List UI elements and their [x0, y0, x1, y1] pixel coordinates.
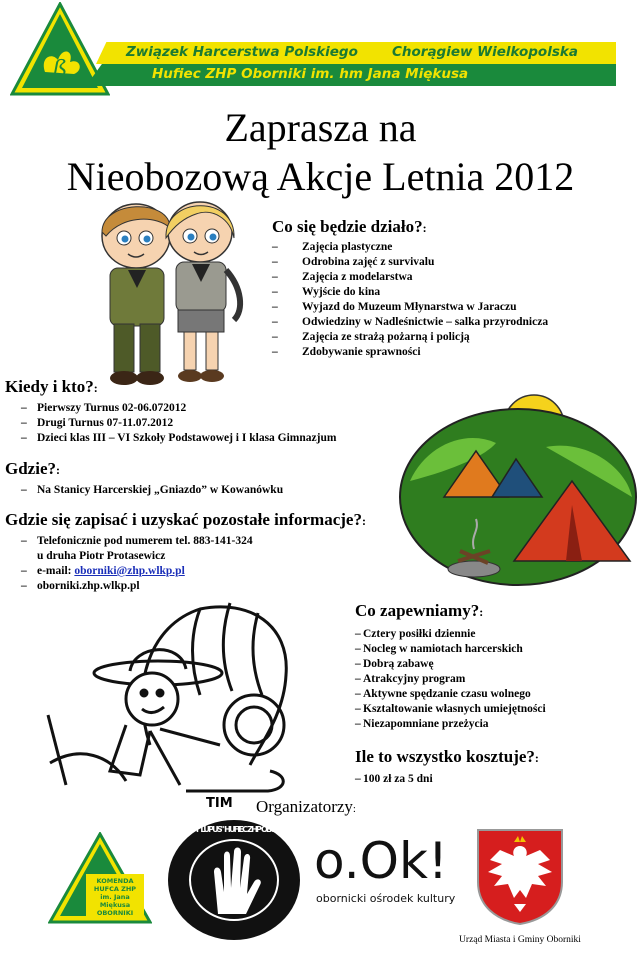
hufiec-logo — [48, 832, 152, 924]
activities-heading: Co się będzie działo?: — [272, 217, 427, 236]
phone-line: Telefonicznie pod numerem tel. 883-141-324 — [37, 534, 253, 547]
list-item: – Ksztaltowanie własnych umiejętności — [355, 702, 635, 717]
svg-text:OBORNIKI: OBORNIKI — [96, 909, 134, 917]
scout-kids-illustration — [84, 192, 254, 390]
list-item: – Odrobina zajęć z survivalu — [272, 255, 632, 270]
svg-text:o.Ok!: o.Ok! — [314, 832, 448, 890]
list-item: – oborniki.zhp.wlkp.pl — [21, 579, 425, 594]
svg-text:KOMENDA: KOMENDA — [96, 877, 134, 885]
svg-text:obornicki ośrodek kultury: obornicki ośrodek kultury — [316, 892, 456, 905]
list-item: – 100 zł za 5 dni — [355, 772, 635, 787]
lupus-logo — [164, 818, 304, 942]
list-item: – Odwiedziny w Nadleśnictwie – salka przyrodnicza — [272, 315, 632, 330]
list-item: – Niezapomniane przeżycia — [355, 717, 635, 732]
organizers-label: Organizatorzy: — [256, 797, 356, 816]
email-link[interactable]: oborniki@zhp.wlkp.pl — [74, 564, 185, 577]
urzad-caption: Urząd Miasta i Gminy Oborniki — [459, 935, 581, 945]
banner-name: Chorągiew Wielkopolska — [392, 44, 578, 60]
provide-heading: Co zapewniamy?: — [355, 601, 484, 620]
when-section — [5, 378, 405, 446]
where-heading: Gdzie?: — [5, 459, 60, 478]
activities-list — [272, 240, 632, 360]
header — [0, 0, 641, 100]
list-item: – Dobrą zabawę — [355, 657, 635, 672]
svg-text:42 DSH "LUPUS" HUFIEC ZHP OBOR: 42 DSH "LUPUS" HUFIEC ZHP OBORNIKI — [175, 825, 293, 834]
list-item: – Zajęcia z modelarstwa — [272, 270, 632, 285]
camp-tents-illustration — [396, 385, 640, 601]
list-item: – Zdobywanie sprawności — [272, 345, 632, 360]
list-item: – Wyjście do kina — [272, 285, 632, 300]
list-item — [21, 564, 425, 579]
list-item: – Wyjazd do Muzeum Młynarstwa w Jaraczu — [272, 300, 632, 315]
svg-text:Miękusa: Miękusa — [99, 901, 131, 909]
list-item: – Pierwszy Turnus 02-06.072012 — [21, 401, 405, 416]
scout-signature: TIM — [206, 796, 233, 810]
when-list — [21, 401, 405, 446]
cost-section — [355, 748, 635, 787]
signup-list — [21, 534, 425, 594]
svg-text:HUFCA ZHP: HUFCA ZHP — [93, 885, 137, 893]
provide-section — [355, 602, 635, 732]
oborniki-coat-of-arms — [474, 826, 566, 926]
list-item — [21, 534, 425, 564]
list-item: – Atrakcyjny program — [355, 672, 635, 687]
svg-text:im. Jana: im. Jana — [100, 893, 130, 901]
page-title-line1: Zaprasza na — [224, 105, 417, 150]
list-item: – Zajęcia plastyczne — [272, 240, 632, 255]
signup-heading: Gdzie się zapisać i uzyskać pozostałe informacje?: — [5, 510, 366, 529]
list-item: – Zajęcia ze strażą pożarną i policją — [272, 330, 632, 345]
cost-list — [355, 772, 635, 787]
scout-backpack-illustration — [40, 595, 340, 810]
list-item: – Na Stanicy Harcerskiej „Gniazdo” w Kowanówku — [21, 483, 405, 498]
svg-text:ß: ß — [52, 57, 68, 82]
unit-name: Hufiec ZHP Oborniki im. hm Jana Miękusa — [152, 66, 469, 82]
provide-list — [355, 627, 635, 732]
where-list — [21, 483, 405, 498]
cost-heading: Ile to wszystko kosztuje?: — [355, 747, 539, 766]
signup-section — [5, 511, 425, 594]
page-title-line2: Nieobozową Akcje Letnia 2012 — [66, 154, 575, 199]
ook-logo — [310, 828, 468, 908]
email-label: e-mail: — [37, 564, 72, 577]
list-item: – Nocleg w namiotach harcerskich — [355, 642, 635, 657]
list-item: – Dzieci klas III – VI Szkoły Podstawowej i I klasa Gimnazjum — [21, 431, 405, 446]
when-heading: Kiedy i kto?: — [5, 377, 98, 396]
list-item: – Aktywne spędzanie czasu wolnego — [355, 687, 635, 702]
list-item: – Cztery posiłki dziennie — [355, 627, 635, 642]
phone-subline: u druha Piotr Protasewicz — [37, 549, 166, 562]
activities-section — [272, 218, 632, 360]
where-section — [5, 460, 405, 498]
organization-name: Związek Harcerstwa Polskiego — [126, 44, 358, 60]
list-item: – Drugi Turnus 07-11.07.2012 — [21, 416, 405, 431]
